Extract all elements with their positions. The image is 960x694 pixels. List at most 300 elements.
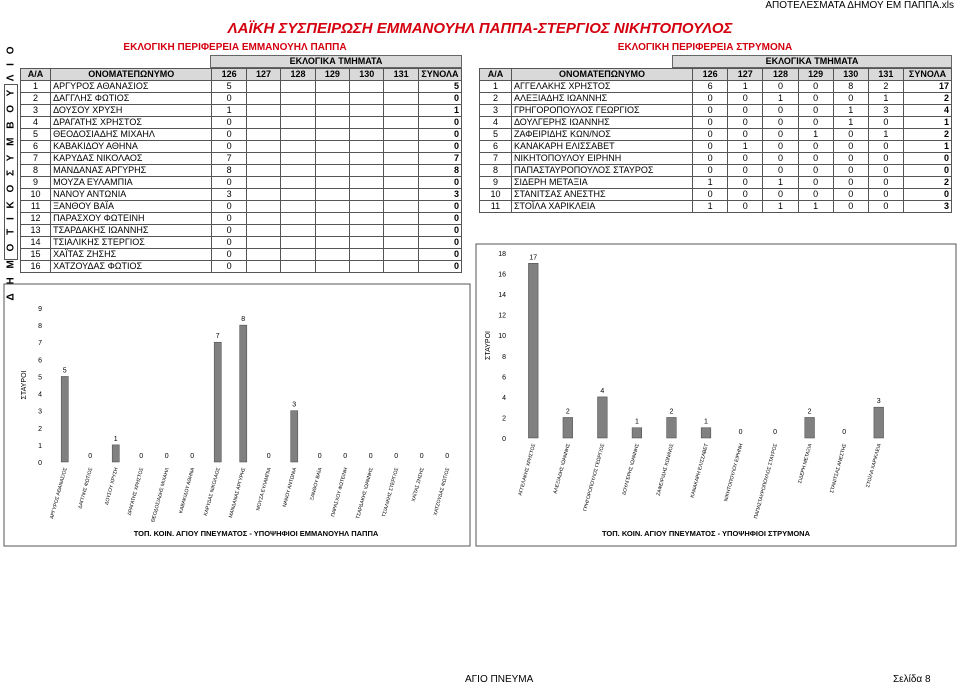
table-cell (246, 213, 280, 225)
table-cell (350, 117, 384, 129)
y-tick-label: 2 (38, 425, 42, 433)
table-row (21, 129, 462, 141)
table-cell: 0 (833, 93, 868, 105)
category-label: ΘΕΟΔΟΣΙΑΔΗΣ ΜΙΧΑΗΛ (150, 466, 171, 524)
data-label: 0 (266, 453, 271, 460)
table-cell: 6 (21, 141, 51, 153)
table-cell: 0 (693, 93, 728, 105)
table-cell: 0 (212, 213, 246, 225)
table-cell (384, 225, 418, 237)
table-cell: 3 (868, 105, 903, 117)
category-label: ΔΑΓΓΛΗΣ ΦΩΤΙΟΣ (77, 466, 95, 510)
table-cell: 0 (693, 165, 728, 177)
table-row (480, 105, 952, 117)
table-row (480, 81, 952, 93)
table-cell: 0 (418, 93, 461, 105)
table-cell (315, 81, 349, 93)
table-cell: 1 (212, 105, 246, 117)
table-cell (246, 129, 280, 141)
table-cell: 0 (728, 117, 763, 129)
table-cell: 17 (904, 81, 952, 93)
chart-title: ΤΟΠ. ΚΟΙΝ. ΑΓΙΟΥ ΠΝΕΥΜΑΤΟΣ - ΥΠΟΨΗΦΙΟΙ ΕΜΜΑΝΟΥΗΛ ΠΑΠΠΑ (133, 529, 379, 538)
table-row (480, 201, 952, 213)
table-cell (281, 153, 315, 165)
table-cell (315, 117, 349, 129)
table-cell: 0 (763, 141, 798, 153)
bar (291, 411, 298, 462)
left-header-cell: Α/Α (21, 69, 51, 81)
table-cell: 16 (21, 261, 51, 273)
table-cell: 2 (904, 177, 952, 189)
table-cell (246, 201, 280, 213)
table-cell: 0 (868, 141, 903, 153)
table-cell (315, 213, 349, 225)
table-cell (384, 153, 418, 165)
table-cell (281, 201, 315, 213)
table-cell (350, 93, 384, 105)
left-region-title: ΕΚΛΟΓΙΚΗ ΠΕΡΙΦΕΡΕΙΑ ΕΜΜΑΝΟΥΗΛ ΠΑΠΠΑ (123, 42, 347, 53)
bar (563, 417, 573, 438)
category-label: ΝΑΝΟΥ ΑΝΤΩΝΙΑ (281, 466, 299, 508)
table-cell: 0 (693, 189, 728, 201)
table-cell: 6 (480, 141, 512, 153)
table-cell (384, 117, 418, 129)
bar (805, 417, 815, 438)
data-label: 0 (419, 453, 424, 460)
table-cell: 15 (21, 249, 51, 261)
table-cell: 8 (833, 81, 868, 93)
data-label: 7 (215, 333, 220, 341)
y-tick-label: 3 (38, 408, 42, 416)
table-cell: 14 (21, 237, 51, 249)
table-cell: 8 (480, 165, 512, 177)
table-cell: 7 (480, 153, 512, 165)
table-cell: 0 (868, 153, 903, 165)
y-tick-label: 6 (38, 357, 42, 365)
table-cell: 0 (418, 261, 461, 273)
table-cell: ΔΡΑΓΑΤΗΣ ΧΡΗΣΤΟΣ (51, 117, 212, 129)
table-cell: 0 (212, 141, 246, 153)
table-cell: 7 (212, 153, 246, 165)
table-cell: 0 (763, 189, 798, 201)
table-cell: ΚΑΝΑΚΑΡΗ ΕΛΙΣΣΑΒΕΤ (511, 141, 692, 153)
data-label: 0 (368, 453, 373, 460)
table-cell: 0 (693, 105, 728, 117)
table-cell: ΧΑΤΖΟΥΔΑΣ ΦΩΤΙΟΣ (51, 261, 212, 273)
table-cell: 7 (21, 153, 51, 165)
data-label: 0 (773, 429, 778, 436)
table-cell (350, 189, 384, 201)
table-cell: 0 (418, 129, 461, 141)
table-cell: ΔΟΥΛΓΕΡΗΣ ΙΩΑΝΝΗΣ (511, 117, 692, 129)
category-label: ΖΑΦΕΙΡΙΔΗΣ ΚΩΝ/ΝΟΣ (655, 442, 676, 497)
table-cell: ΑΛΕΞΙΑΔΗΣ ΙΩΑΝΝΗΣ (511, 93, 692, 105)
table-cell: ΑΓΓΕΛΑΚΗΣ ΧΡΗΣΤΟΣ (511, 81, 692, 93)
chart-frame (476, 244, 956, 546)
right-header-cell: ΟΝΟΜΑΤΕΠΩΝΥΜΟ (511, 69, 692, 81)
table-cell (315, 201, 349, 213)
data-label: 0 (343, 453, 348, 460)
bar (667, 417, 677, 438)
table-cell (281, 165, 315, 177)
table-cell: 0 (728, 153, 763, 165)
bar (112, 445, 119, 462)
category-label: ΤΣΙΑΛΙΚΗΣ ΣΤΕΡΓΙΟΣ (381, 466, 401, 518)
table-cell (281, 117, 315, 129)
table-cell: 0 (904, 153, 952, 165)
table-cell: 0 (212, 93, 246, 105)
y-tick-label: 16 (498, 271, 506, 279)
table-cell: 11 (480, 201, 512, 213)
table-cell: 0 (798, 141, 833, 153)
table-cell: 0 (904, 189, 952, 201)
table-cell: 0 (833, 201, 868, 213)
table-cell: 0 (693, 129, 728, 141)
footer-page-number: Σελίδα 8 (893, 674, 931, 685)
table-cell: 0 (212, 201, 246, 213)
category-label: ΣΤΑΝΙΤΣΑΣ ΑΝΕΣΤΗΣ (829, 442, 849, 494)
table-cell (315, 189, 349, 201)
table-cell: 0 (418, 225, 461, 237)
category-label: ΠΑΠΑΣΤΑΥΡΟΠΟΥΛΟΣ ΣΤΑΥΡΟΣ (753, 442, 780, 520)
table-cell: 0 (763, 153, 798, 165)
table-cell (281, 213, 315, 225)
table-cell (315, 225, 349, 237)
table-cell: 0 (693, 141, 728, 153)
table-cell: 3 (212, 189, 246, 201)
table-cell: 0 (868, 177, 903, 189)
table-cell (350, 141, 384, 153)
data-label: 0 (317, 453, 322, 460)
table-cell: 10 (21, 189, 51, 201)
y-tick-label: 10 (498, 333, 506, 341)
table-cell: 0 (868, 189, 903, 201)
table-cell (281, 81, 315, 93)
category-label: ΜΑΝΔΑΝΑΣ ΑΡΓΥΡΗΣ (227, 466, 248, 519)
table-cell: 0 (763, 165, 798, 177)
data-label: 0 (738, 429, 743, 436)
data-label: 1 (113, 435, 118, 443)
table-cell: ΚΑΒΑΚΙΔΟΥ ΑΘΗΝΑ (51, 141, 212, 153)
left-header-cell: 130 (350, 69, 384, 81)
category-label: ΠΑΡΑΣΧΟΥ ΦΩΤΕΙΝΗ (330, 466, 350, 518)
table-cell (246, 165, 280, 177)
table-cell: 1 (480, 81, 512, 93)
y-tick-label: 1 (38, 442, 42, 450)
table-cell: ΧΑΪΤΑΣ ΖΗΣΗΣ (51, 249, 212, 261)
table-cell: ΔΑΓΓΛΗΣ ΦΩΤΙΟΣ (51, 93, 212, 105)
right-header-cell: 126 (693, 69, 728, 81)
chart-title: ΤΟΠ. ΚΟΙΝ. ΑΓΙΟΥ ΠΝΕΥΜΑΤΟΣ - ΥΠΟΨΗΦΙΟΙ ΣΤΡΥΜΟΝΑ (601, 529, 811, 538)
table-cell: ΓΡΗΓΟΡΟΠΟΥΛΟΣ ΓΕΩΡΓΙΟΣ (511, 105, 692, 117)
table-cell: 1 (693, 201, 728, 213)
table-cell (350, 129, 384, 141)
table-cell (246, 81, 280, 93)
data-label: 0 (445, 453, 450, 460)
category-label: ΓΡΗΓΟΡΟΠΟΥΛΟΣ ΓΕΩΡΓΙΟΣ (582, 442, 607, 512)
table-cell: 2 (480, 93, 512, 105)
table-cell: 0 (798, 153, 833, 165)
left-header-cell: 127 (246, 69, 280, 81)
charts-area (0, 240, 960, 550)
table-cell: 5 (21, 129, 51, 141)
table-cell: ΞΑΝΘΟΥ ΒΑΪΑ (51, 201, 212, 213)
category-label: ΑΛΕΞΙΑΔΗΣ ΙΩΑΝΝΗΣ (552, 442, 572, 495)
table-row (21, 93, 462, 105)
table-cell: 2 (904, 129, 952, 141)
table-row (480, 189, 952, 201)
table-cell: 6 (693, 81, 728, 93)
table-cell: 0 (868, 117, 903, 129)
y-tick-label: 4 (502, 394, 506, 402)
table-cell: 5 (418, 81, 461, 93)
table-cell (281, 129, 315, 141)
table-cell: 0 (418, 213, 461, 225)
table-cell: 0 (763, 129, 798, 141)
table-cell: 0 (418, 177, 461, 189)
data-label: 2 (669, 408, 674, 416)
table-cell: 4 (480, 117, 512, 129)
left-header-cell: ΟΝΟΜΑΤΕΠΩΝΥΜΟ (51, 69, 212, 81)
table-cell (281, 141, 315, 153)
table-cell: 0 (693, 153, 728, 165)
y-tick-label: 0 (38, 460, 42, 467)
table-cell: 8 (212, 165, 246, 177)
y-tick-label: 9 (38, 306, 42, 313)
table-cell: 1 (904, 141, 952, 153)
table-cell: 3 (480, 105, 512, 117)
category-label: ΔΟΥΣΟΥ ΧΡΥΣΗ (103, 466, 120, 506)
y-axis-label: ΣΤΑΥΡΟΙ (485, 331, 492, 360)
table-cell (350, 105, 384, 117)
chart-right (476, 244, 956, 546)
table-cell: 13 (21, 225, 51, 237)
left-sections-label: ΕΚΛΟΓΙΚΑ ΤΜΗΜΑΤΑ (210, 55, 462, 68)
table-cell (350, 213, 384, 225)
table-row (480, 129, 952, 141)
table-cell: 0 (693, 117, 728, 129)
category-label: ΞΑΝΘΟΥ ΒΑΪΑ (309, 466, 324, 502)
table-cell: 5 (212, 81, 246, 93)
category-label: ΔΟΥΛΓΕΡΗΣ ΙΩΑΝΝΗΣ (621, 442, 641, 496)
table-cell (281, 93, 315, 105)
table-cell (315, 129, 349, 141)
table-cell: 7 (418, 153, 461, 165)
table-cell: 0 (763, 105, 798, 117)
y-tick-label: 6 (502, 374, 506, 382)
table-cell (384, 129, 418, 141)
table-cell: 10 (480, 189, 512, 201)
file-name: ΑΠΟΤΕΛΕΣΜΑΤΑ ΔΗΜΟΥ ΕΜ ΠΑΠΠΑ.xls (765, 0, 954, 11)
table-row (480, 165, 952, 177)
table-cell (315, 165, 349, 177)
table-cell: 0 (868, 201, 903, 213)
table-cell (384, 213, 418, 225)
table-cell: 1 (798, 129, 833, 141)
category-label: ΚΑΝΑΚΑΡΗ ΕΛΙΣΣΑΒΕΤ (689, 442, 710, 499)
category-label: ΣΤΟΪΛΑ ΧΑΡΙΚΛΕΙΑ (865, 442, 883, 489)
table-row (21, 141, 462, 153)
table-cell: 0 (728, 177, 763, 189)
table-cell (350, 177, 384, 189)
table-cell (350, 201, 384, 213)
table-cell: 1 (904, 117, 952, 129)
category-label: ΤΣΑΡΔΑΚΗΣ ΙΩΑΝΝΗΣ (355, 466, 375, 520)
table-cell: 1 (693, 177, 728, 189)
data-label: 1 (634, 418, 639, 426)
table-cell: 0 (418, 117, 461, 129)
y-tick-label: 2 (502, 415, 506, 423)
table-cell: 8 (21, 165, 51, 177)
table-cell: 0 (418, 249, 461, 261)
footer-location: ΑΓΙΟ ΠΝΕΥΜΑ (465, 674, 534, 685)
table-cell: 0 (833, 189, 868, 201)
table-row (21, 81, 462, 93)
table-cell: ΤΣΑΡΔΑΚΗΣ ΙΩΑΝΝΗΣ (51, 225, 212, 237)
right-results-table (479, 68, 952, 213)
data-label: 2 (565, 408, 570, 416)
y-tick-label: 12 (498, 312, 506, 320)
table-cell (246, 189, 280, 201)
category-label: ΚΑΒΑΚΙΔΟΥ ΑΘΗΝΑ (178, 466, 197, 514)
table-cell: 12 (21, 213, 51, 225)
category-label: ΧΑΪΤΑΣ ΖΗΣΗΣ (410, 466, 426, 503)
table-cell (350, 153, 384, 165)
right-header-cell: 130 (833, 69, 868, 81)
table-cell: 1 (728, 141, 763, 153)
category-label: ΝΙΚΗΤΟΠΟΥΛΟΥ ΕΙΡΗΝΗ (723, 442, 745, 503)
table-cell: 0 (833, 177, 868, 189)
table-cell (246, 117, 280, 129)
table-cell (315, 105, 349, 117)
table-cell: 9 (480, 177, 512, 189)
bar (874, 407, 884, 438)
table-cell: 1 (728, 81, 763, 93)
table-cell: 3 (904, 201, 952, 213)
table-cell: 0 (728, 165, 763, 177)
table-cell: 0 (798, 105, 833, 117)
table-cell: 9 (21, 177, 51, 189)
table-cell: 1 (798, 201, 833, 213)
table-cell: 1 (833, 117, 868, 129)
right-header-cell: Α/Α (480, 69, 512, 81)
table-cell: 4 (904, 105, 952, 117)
table-cell: 0 (728, 93, 763, 105)
right-header-cell: 131 (868, 69, 903, 81)
category-label: ΧΑΤΖΟΥΔΑΣ ΦΩΤΙΟΣ (432, 466, 452, 517)
table-cell: 0 (833, 165, 868, 177)
table-cell: ΔΟΥΣΟΥ ΧΡΥΣΗ (51, 105, 212, 117)
table-cell (246, 93, 280, 105)
y-tick-label: 5 (38, 374, 42, 382)
table-cell: ΠΑΠΑΣΤΑΥΡΟΠΟΥΛΟΣ ΣΤΑΥΡΟΣ (511, 165, 692, 177)
right-region-title: ΕΚΛΟΓΙΚΗ ΠΕΡΙΦΕΡΕΙΑ ΣΤΡΥΜΟΝΑ (617, 42, 793, 53)
data-label: 5 (62, 367, 67, 375)
data-label: 3 (292, 401, 297, 409)
table-cell: 0 (212, 225, 246, 237)
table-cell (350, 225, 384, 237)
left-header-cell: 129 (315, 69, 349, 81)
chart-frame (4, 284, 470, 546)
side-label: Δ Η Μ Ο Τ Ι Κ Ο Σ Υ Μ Β Ο Υ Λ Ι Ο (5, 43, 17, 301)
category-label: ΑΡΓΥΡΟΣ ΑΘΑΝΑΣΙΟΣ (49, 466, 69, 520)
table-cell: 0 (418, 141, 461, 153)
table-cell: ΣΤΟΪΛΑ ΧΑΡΙΚΛΕΙΑ (511, 201, 692, 213)
data-label: 0 (88, 453, 93, 460)
table-cell (246, 141, 280, 153)
bar (598, 397, 608, 438)
table-row (480, 177, 952, 189)
table-cell: ΠΑΡΑΣΧΟΥ ΦΩΤΕΙΝΗ (51, 213, 212, 225)
table-cell: 0 (418, 237, 461, 249)
table-row (21, 213, 462, 225)
table-cell: 0 (418, 201, 461, 213)
data-label: 3 (876, 398, 881, 406)
data-label: 17 (529, 254, 538, 262)
table-cell (281, 105, 315, 117)
table-cell: 0 (798, 189, 833, 201)
table-cell: 0 (798, 165, 833, 177)
table-cell: 0 (833, 141, 868, 153)
category-label: ΔΡΑΓΑΤΗΣ ΧΡΗΣΤΟΣ (126, 466, 146, 517)
table-cell: 1 (868, 93, 903, 105)
y-tick-label: 4 (38, 391, 42, 399)
table-cell: 0 (798, 177, 833, 189)
bar (528, 263, 538, 438)
y-tick-label: 8 (38, 323, 42, 331)
table-cell: 11 (21, 201, 51, 213)
table-cell (384, 201, 418, 213)
table-cell: 3 (418, 189, 461, 201)
right-header-row (480, 69, 952, 81)
table-cell: 1 (868, 129, 903, 141)
table-cell (384, 93, 418, 105)
left-header-row (21, 69, 462, 81)
data-label: 0 (842, 429, 847, 436)
table-row (21, 105, 462, 117)
table-cell (350, 165, 384, 177)
table-cell: 0 (798, 117, 833, 129)
left-header-cell: 128 (281, 69, 315, 81)
category-label: ΜΟΥΖΑ ΕΥΛΑΜΠΙΑ (255, 466, 273, 512)
table-cell (315, 177, 349, 189)
table-cell: 0 (728, 129, 763, 141)
left-header-cell: ΣΥΝΟΛΑ (418, 69, 461, 81)
table-cell: 1 (833, 105, 868, 117)
y-tick-label: 8 (502, 353, 506, 361)
table-row (21, 165, 462, 177)
right-header-cell: 128 (763, 69, 798, 81)
table-cell (350, 81, 384, 93)
table-cell: 0 (728, 105, 763, 117)
table-cell: 5 (480, 129, 512, 141)
table-cell: 1 (763, 177, 798, 189)
table-cell (384, 81, 418, 93)
table-cell (315, 141, 349, 153)
y-tick-label: 14 (498, 292, 506, 300)
table-cell: ΝΙΚΗΤΟΠΟΥΛΟΥ ΕΙΡΗΝΗ (511, 153, 692, 165)
table-cell (246, 105, 280, 117)
page-title: ΛΑΪΚΗ ΣΥΣΠΕΙΡΩΣΗ ΕΜΜΑΝΟΥΗΛ ΠΑΠΠΑ-ΣΤΕΡΓΙΟΣ ΝΙΚΗΤΟΠΟΥΛΟΣ (227, 20, 733, 37)
table-cell: 0 (728, 189, 763, 201)
table-cell (281, 177, 315, 189)
table-cell (384, 177, 418, 189)
table-cell: 0 (212, 261, 246, 273)
table-cell: 1 (763, 201, 798, 213)
table-row (480, 93, 952, 105)
table-row (21, 117, 462, 129)
table-cell: 0 (798, 93, 833, 105)
